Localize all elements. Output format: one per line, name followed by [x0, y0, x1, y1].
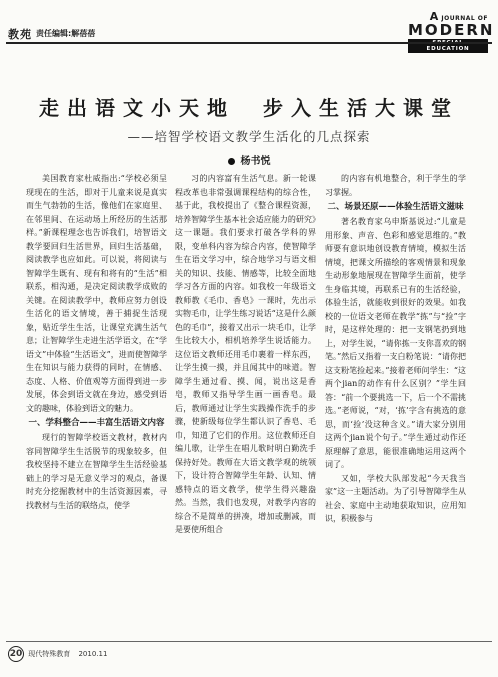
paragraph: 的内容有机地整合，利于学生的学习掌握。 [325, 174, 466, 197]
masthead-line2: MODERN [408, 21, 495, 39]
footer [8, 646, 107, 662]
header-divider [6, 42, 492, 44]
bullet-icon [228, 158, 235, 165]
section-heading: 二、场景还原——体验生活语文滋味 [327, 202, 464, 212]
column-2 [175, 172, 316, 537]
author-line [0, 152, 498, 167]
masthead-line1: A JOURNAL OF [429, 10, 488, 23]
journal-name: 现代特殊教育 [28, 650, 71, 658]
paragraph: 著名教育家乌申斯基说过:“儿童是用形象、声音、色彩和感觉思维的。”教师要有意识地创设教育情境，模拟生活情境，把课文所描绘的客观情景和现象生动形象地展现在智障学生面前，使学生身临其境，再联系已有的生活经验，体验生活，就能收到很好的效果。如我校的一位语文老师在教学“拣”与“捡”字时，是这样处理的：把一支钢笔扔到地上，对学生说，“请你拣一支你喜欢的钢笔。”然后又指着一支白粉笔说：“请你把这支粉笔捡起来。”接着老师问学生：“这两个jian的动作有什么区别？”学生回答：“前一个要挑选一下，后一个不需挑选。”老师说，“对，‘拣’字含有挑选的意思，而‘捡’没这种含义。”请大家分别用这两个jian说个句子。”学生通过动作还原理解了意思，能很准确地运用这两个词了。 [325, 217, 466, 469]
article-subtitle: ——培智学校语文教学生活化的几点探索 [127, 129, 371, 144]
editor-credit: 责任编辑:解蓓蓓 [36, 29, 96, 38]
section-name: 教苑 [8, 28, 32, 41]
paragraph: 又如，学校大队部发起“今天我当家”这一主题活动。为了引导智障学生从社会、家庭中主动地获取知识，应用知识，积极参与 [325, 473, 466, 523]
article-title: 走出语文小天地 步入生活大课堂 [39, 96, 459, 120]
author-name: 杨书悦 [240, 156, 271, 167]
paragraph: 习的内容富有生活气息。新一轮课程改革也非常强调课程结构的综合性，基于此，我校提出了《整合课程资源，培养智障学生基本社会适应能力的研究》这一课题。我们要求打破各学科的界限，变单科内容为综合内容，使智障学生在语文学习中，综合地学习与语文相关的知识、技能、情感等，比较全面地学习各方面的内容。如我校一年级语文教师教《毛巾、香皂》一课时，先出示实物毛巾，让学生练习说话“这是什么颜色的毛巾”，接着又出示一块毛巾，让学生比较大小，相机培养学生说话能力。这位语文教师还用毛巾裹着一样东西，让学生摸一摸，并且闻其中的味道。智障学生通过看、摸、闻，说出这是香皂，教师又指导学生画一画香皂。最后，教师通过让学生实践操作洗手的步骤，使新级每位学生都认识了香皂、毛巾，知道了它们的作用。这位教师还自编儿歌，让学生在唱儿歌时明白勤洗手保持好处。教师在大语文教学观的统领下，设计符合智障学生年龄、认知、情感特点的语文教学，使学生得兴趣盎然。当然，我们也发现，对教学内容的综合不是简单的拼凑，增加或删减，而是要使所组合 [175, 174, 316, 534]
footer-divider [6, 641, 492, 642]
issue-date: 2010.11 [78, 650, 108, 658]
masthead-line3: EDUCATION [408, 39, 488, 53]
paragraph: 美国教育家杜威指出:“学校必须呈现现在的生活，即对于儿童来说是真实而生气勃勃的生活，像他们在家庭里、在邻里间、在运动场上所经历的生活那样。”新课程理念也告诉我们，培智语文教学要回归生活世界，回归生活基础，阅读教学也应如此。可以说，将阅读与智障学生既有、现有和将有的“生活”相联系，相沟通，是决定阅读教学成败的关键。在阅读教学中，教师应努力创设生活化的语文情境，善于捕捉生活现象，贴近学生生活，让课堂充满生活气息；让智障学生走进生活学语文，在“学语文”中体验“生活语文”，进而使智障学生在知识与能力获得的同时，在情感、态度、人格、价值观等方面得到进一步发展，体会到语文就在身边，感受到语文的趣味，体验到语文的魅力。 [26, 174, 167, 413]
column-1 [26, 172, 167, 512]
section-heading: 一、学科整合——丰富生活语文内容 [28, 418, 165, 428]
paragraph: 现行的智障学校语文教材，教材内容同智障学生生活脱节的现象较多，但我校坚持不建立在智障学生生活经验基础上的学习是无意义学习的观点，备课时充分挖掘教材中的生活资源因素，寻找教材与生活的联络点，使学 [26, 433, 167, 510]
page-number: 20 [8, 646, 24, 662]
column-3 [325, 172, 466, 526]
journal-masthead [408, 10, 495, 53]
